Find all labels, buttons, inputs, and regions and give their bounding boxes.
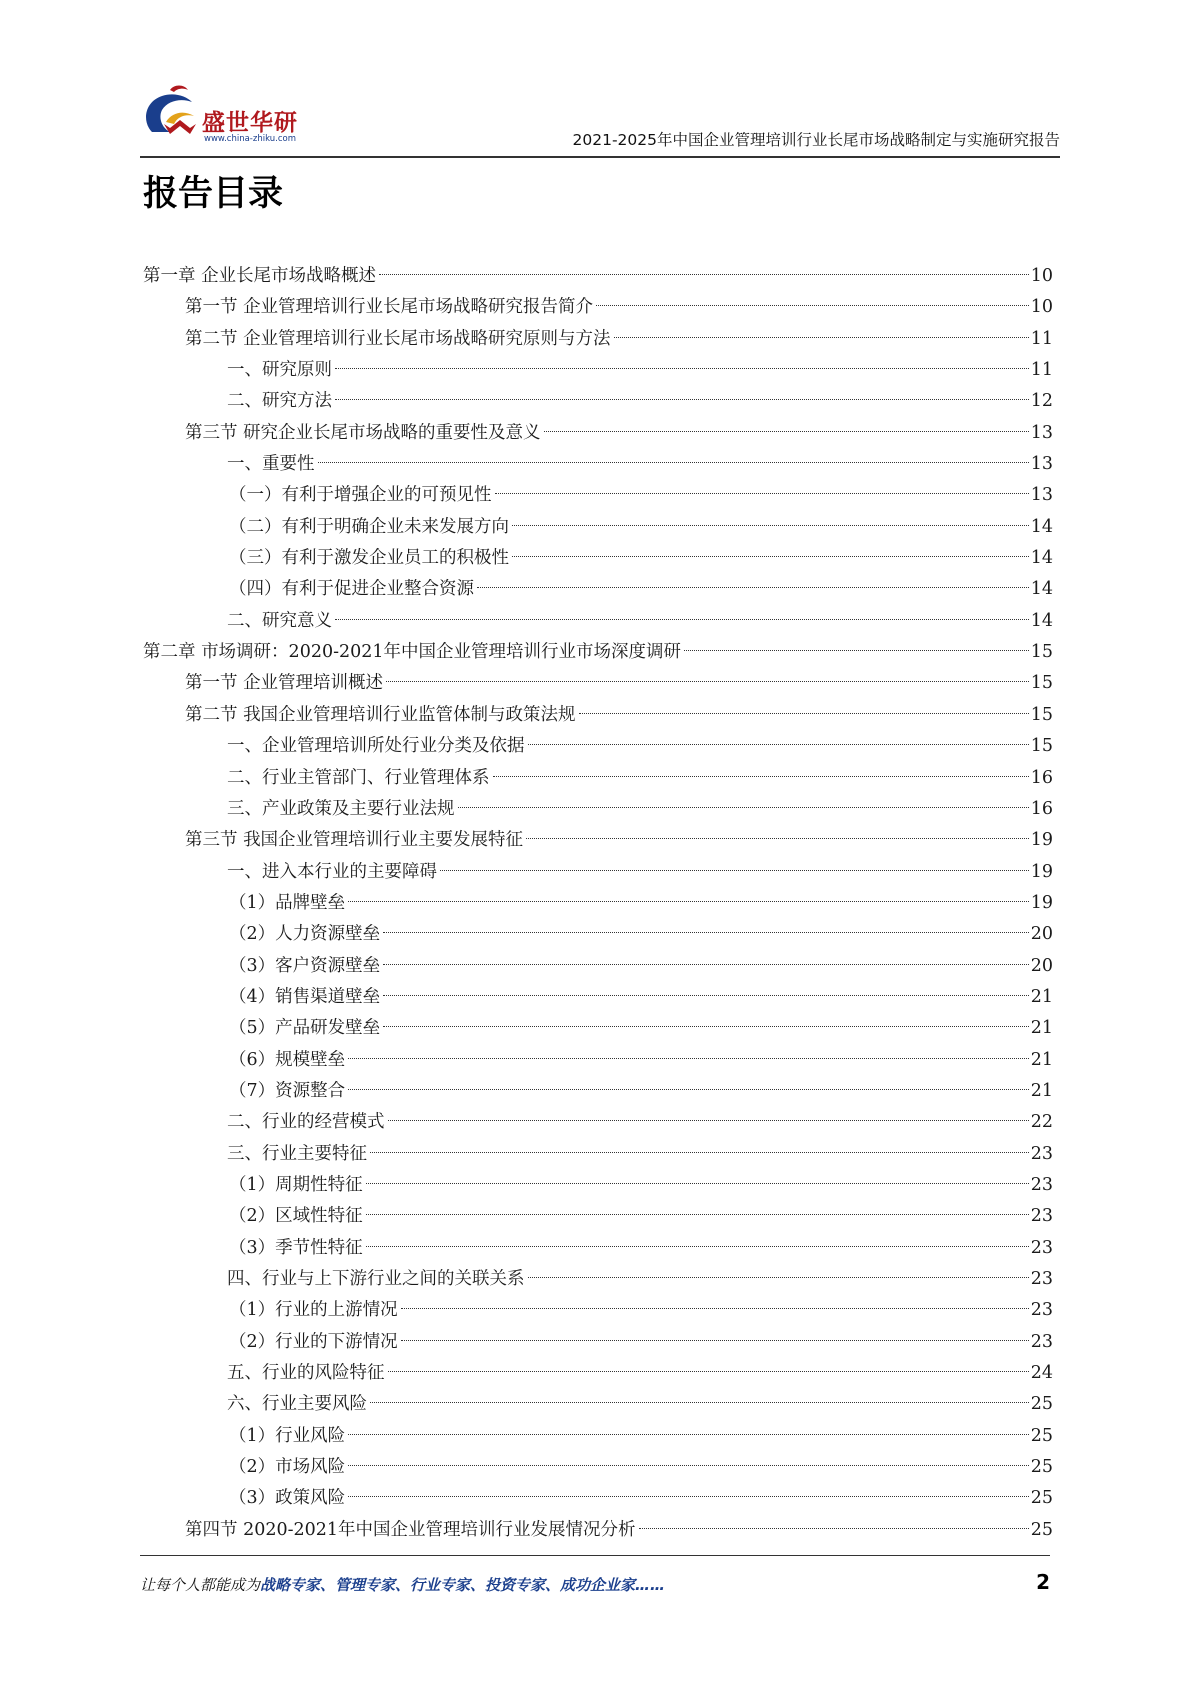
toc-dot-leader xyxy=(401,1340,1029,1341)
toc-entry-page: 25 xyxy=(1030,1425,1053,1446)
toc-entry-label: （2）人力资源壁垒 xyxy=(229,924,381,945)
toc-entry-page: 19 xyxy=(1030,892,1053,913)
toc-dot-leader xyxy=(335,368,1029,369)
toc-entry-page: 14 xyxy=(1030,610,1053,631)
toc-entry-label: 第四节 2020-2021年中国企业管理培训行业发展情况分析 xyxy=(185,1519,636,1540)
toc-dot-leader xyxy=(370,1402,1029,1403)
toc-entry[interactable] xyxy=(143,668,1053,699)
toc-entry-label: 第一节 企业管理培训行业长尾市场战略研究报告简介 xyxy=(185,297,594,318)
toc-entry-label: 三、产业政策及主要行业法规 xyxy=(227,798,455,819)
toc-entry-label: （3）客户资源壁垒 xyxy=(229,955,381,976)
toc-entry-page: 11 xyxy=(1030,360,1053,381)
toc-entry[interactable] xyxy=(143,794,1053,825)
toc-dot-leader xyxy=(526,838,1029,839)
toc-dot-leader xyxy=(348,1434,1029,1435)
toc-entry[interactable] xyxy=(143,355,1053,386)
toc-entry[interactable] xyxy=(143,1170,1053,1201)
toc-entry[interactable] xyxy=(143,919,1053,950)
toc-entry-page: 16 xyxy=(1030,767,1053,788)
toc-entry-label: （3）季节性特征 xyxy=(229,1237,363,1258)
toc-entry[interactable] xyxy=(143,261,1053,292)
toc-entry-page: 19 xyxy=(1030,830,1053,851)
toc-dot-leader xyxy=(528,744,1029,745)
toc-dot-leader xyxy=(366,1214,1029,1215)
toc-dot-leader xyxy=(401,1308,1029,1309)
toc-entry[interactable] xyxy=(143,480,1053,511)
toc-entry-label: 第二节 企业管理培训行业长尾市场战略研究原则与方法 xyxy=(185,328,611,349)
toc-dot-leader xyxy=(512,556,1029,557)
toc-entry[interactable] xyxy=(143,1389,1053,1420)
toc-entry-label: （2）市场风险 xyxy=(229,1457,346,1478)
toc-entry-page: 23 xyxy=(1030,1237,1053,1258)
toc-entry-page: 25 xyxy=(1030,1488,1053,1509)
toc-dot-leader xyxy=(512,525,1029,526)
toc-dot-leader xyxy=(335,619,1029,620)
toc-dot-leader xyxy=(440,870,1029,871)
toc-entry-label: 一、进入本行业的主要障碍 xyxy=(227,861,437,882)
toc-entry-label: 三、行业主要特征 xyxy=(227,1143,367,1164)
toc-entry[interactable] xyxy=(143,1233,1053,1264)
toc-entry-page: 23 xyxy=(1030,1174,1053,1195)
toc-entry-label: （6）规模壁垒 xyxy=(229,1049,346,1070)
toc-dot-leader xyxy=(366,1183,1029,1184)
toc-entry-page: 22 xyxy=(1030,1112,1053,1133)
toc-entry[interactable] xyxy=(143,543,1053,574)
toc-entry[interactable] xyxy=(143,606,1053,637)
toc-entry[interactable] xyxy=(143,1452,1053,1483)
toc-dot-leader xyxy=(348,1496,1029,1497)
toc-entry-page: 25 xyxy=(1030,1394,1053,1415)
footer-slogan xyxy=(140,1574,665,1595)
toc-entry[interactable] xyxy=(143,1515,1053,1546)
toc-entry-label: 二、行业主管部门、行业管理体系 xyxy=(227,767,490,788)
toc-entry[interactable] xyxy=(143,700,1053,731)
toc-entry-page: 23 xyxy=(1030,1269,1053,1289)
toc-entry-label: （2）行业的下游情况 xyxy=(229,1331,398,1352)
toc-entry-label: 一、研究原则 xyxy=(227,360,332,381)
toc-entry[interactable] xyxy=(143,982,1053,1013)
toc-entry[interactable] xyxy=(143,888,1053,919)
toc-entry-label: 二、研究方法 xyxy=(227,391,332,412)
toc-entry[interactable] xyxy=(143,1013,1053,1044)
toc-entry-page: 15 xyxy=(1030,673,1053,694)
toc-dot-leader xyxy=(348,1058,1029,1059)
page-number: 2 xyxy=(1036,1570,1050,1594)
toc-entry-label: （3）政策风险 xyxy=(229,1488,346,1509)
toc-entry-label: （5）产品研发壁垒 xyxy=(229,1018,381,1039)
toc-entry-label: （1）行业的上游情况 xyxy=(229,1300,398,1321)
toc-dot-leader xyxy=(348,901,1029,902)
toc-dot-leader xyxy=(335,399,1029,400)
toc-dot-leader xyxy=(493,776,1029,777)
toc-entry-page: 13 xyxy=(1030,454,1053,475)
footer-slogan-highlight: 战略专家、管理专家、行业专家、投资专家、成功企业家…… xyxy=(260,1576,666,1594)
toc-entry[interactable] xyxy=(143,951,1053,982)
toc-entry[interactable] xyxy=(143,731,1053,762)
toc-dot-leader xyxy=(348,1465,1029,1466)
toc-entry-label: （四）有利于促进企业整合资源 xyxy=(229,579,474,600)
toc-entry[interactable] xyxy=(143,1295,1053,1326)
toc-entry-page: 15 xyxy=(1030,642,1053,663)
toc-dot-leader xyxy=(379,274,1029,275)
toc-entry-label: （1）周期性特征 xyxy=(229,1174,363,1195)
toc-entry[interactable] xyxy=(143,1358,1053,1389)
toc-entry[interactable] xyxy=(143,1139,1053,1170)
toc-entry-page: 21 xyxy=(1030,1080,1053,1101)
toc-dot-leader xyxy=(383,964,1029,965)
toc-entry-label: （三）有利于激发企业员工的积极性 xyxy=(229,548,509,569)
toc-dot-leader xyxy=(684,650,1029,651)
toc-dot-leader xyxy=(386,681,1029,682)
toc-entry-label: （2）区域性特征 xyxy=(229,1206,363,1227)
toc-entry[interactable] xyxy=(143,449,1053,480)
toc-entry-page: 10 xyxy=(1030,266,1053,286)
toc-entry-page: 10 xyxy=(1030,297,1053,318)
toc-dot-leader xyxy=(388,1371,1029,1372)
toc-entry[interactable] xyxy=(143,1264,1053,1295)
toc-entry[interactable] xyxy=(143,1076,1053,1107)
toc-entry-label: 六、行业主要风险 xyxy=(227,1394,367,1415)
toc-dot-leader xyxy=(348,1089,1029,1090)
toc-entry-label: 一、重要性 xyxy=(227,454,315,475)
toc-dot-leader xyxy=(579,713,1029,714)
toc-entry-label: 第二章 市场调研：2020-2021年中国企业管理培训行业市场深度调研 xyxy=(143,642,682,663)
toc-dot-leader xyxy=(614,337,1029,338)
toc-entry[interactable] xyxy=(143,1045,1053,1076)
toc-entry-label: 第三节 研究企业长尾市场战略的重要性及意义 xyxy=(185,422,541,443)
page-title: 报告目录 xyxy=(143,174,284,214)
toc-entry-page: 23 xyxy=(1030,1206,1053,1227)
toc-dot-leader xyxy=(370,1152,1029,1153)
logo-url: www.china-zhiku.com xyxy=(204,134,296,144)
toc-entry-label: 一、企业管理培训所处行业分类及依据 xyxy=(227,736,525,757)
toc-entry-label: 第三节 我国企业管理培训行业主要发展特征 xyxy=(185,830,524,851)
toc-dot-leader xyxy=(383,995,1029,996)
toc-entry-page: 15 xyxy=(1030,736,1053,757)
toc-entry-label: （4）销售渠道壁垒 xyxy=(229,986,381,1007)
toc-entry[interactable] xyxy=(143,1107,1053,1138)
toc-entry-page: 20 xyxy=(1030,955,1053,976)
toc-dot-leader xyxy=(544,431,1029,432)
logo-emblem-icon xyxy=(140,82,204,144)
toc-entry-label: （一）有利于增强企业的可预见性 xyxy=(229,485,492,506)
toc-dot-leader xyxy=(495,493,1029,494)
toc-entry-page: 19 xyxy=(1030,861,1053,882)
toc-entry[interactable] xyxy=(143,825,1053,856)
toc-entry[interactable] xyxy=(143,1421,1053,1452)
page-footer xyxy=(140,1555,1050,1616)
toc-dot-leader xyxy=(639,1528,1029,1529)
footer-slogan-prefix: 让每个人都能成为 xyxy=(140,1576,261,1594)
toc-entry-label: 五、行业的风险特征 xyxy=(227,1363,385,1384)
toc-entry-page: 21 xyxy=(1030,986,1053,1007)
toc-entry-page: 14 xyxy=(1030,516,1053,537)
toc-entry-label: （1）品牌壁垒 xyxy=(229,892,346,913)
toc-entry-page: 13 xyxy=(1030,485,1053,506)
toc-entry-page: 11 xyxy=(1030,328,1053,349)
toc-entry-page: 23 xyxy=(1030,1143,1053,1164)
toc-entry-label: （二）有利于明确企业未来发展方向 xyxy=(229,516,509,537)
page-header xyxy=(140,80,1060,158)
toc-dot-leader xyxy=(477,587,1029,588)
toc-entry-page: 23 xyxy=(1030,1331,1053,1352)
toc-entry-label: 二、研究意义 xyxy=(227,610,332,631)
toc-entry-page: 20 xyxy=(1030,924,1053,945)
toc-dot-leader xyxy=(366,1246,1029,1247)
logo-brand-name: 盛世华研 xyxy=(202,110,298,136)
toc-entry[interactable] xyxy=(143,1327,1053,1358)
toc-entry-page: 21 xyxy=(1030,1018,1053,1039)
toc-entry-label: 第二节 我国企业管理培训行业监管体制与政策法规 xyxy=(185,704,576,725)
toc-entry-page: 15 xyxy=(1030,704,1053,725)
toc-entry[interactable] xyxy=(143,292,1053,323)
company-logo xyxy=(140,82,310,148)
toc-entry-label: 四、行业与上下游行业之间的关联关系 xyxy=(227,1269,525,1289)
table-of-contents xyxy=(143,261,1053,1546)
toc-dot-leader xyxy=(383,1026,1029,1027)
toc-entry-page: 21 xyxy=(1030,1049,1053,1070)
toc-entry-page: 14 xyxy=(1030,579,1053,600)
toc-entry[interactable] xyxy=(143,574,1053,605)
toc-entry[interactable] xyxy=(143,1201,1053,1232)
toc-dot-leader xyxy=(318,462,1029,463)
toc-entry-page: 24 xyxy=(1030,1363,1053,1384)
toc-dot-leader xyxy=(596,305,1029,306)
toc-entry-page: 25 xyxy=(1030,1457,1053,1478)
toc-dot-leader xyxy=(528,1277,1029,1278)
toc-entry[interactable] xyxy=(143,418,1053,449)
toc-entry[interactable] xyxy=(143,512,1053,543)
toc-entry[interactable] xyxy=(143,857,1053,888)
toc-entry-label: 第一章 企业长尾市场战略概述 xyxy=(143,266,377,286)
toc-entry-page: 14 xyxy=(1030,548,1053,569)
toc-entry-page: 25 xyxy=(1030,1519,1053,1540)
toc-entry-label: 第一节 企业管理培训概述 xyxy=(185,673,384,694)
toc-entry-page: 12 xyxy=(1030,391,1053,412)
toc-entry[interactable] xyxy=(143,1483,1053,1514)
toc-entry-page: 13 xyxy=(1030,422,1053,443)
toc-entry[interactable] xyxy=(143,386,1053,417)
toc-entry[interactable] xyxy=(143,763,1053,794)
toc-entry-label: 二、行业的经营模式 xyxy=(227,1112,385,1133)
toc-entry-page: 23 xyxy=(1030,1300,1053,1321)
toc-entry-label: （7）资源整合 xyxy=(229,1080,346,1101)
report-title: 2021-2025年中国企业管理培训行业长尾市场战略制定与实施研究报告 xyxy=(572,131,1060,149)
toc-entry[interactable] xyxy=(143,637,1053,668)
toc-entry[interactable] xyxy=(143,324,1053,355)
toc-entry-label: （1）行业风险 xyxy=(229,1425,346,1446)
toc-dot-leader xyxy=(458,807,1029,808)
toc-dot-leader xyxy=(388,1120,1029,1121)
toc-dot-leader xyxy=(383,932,1029,933)
toc-entry-page: 16 xyxy=(1030,798,1053,819)
